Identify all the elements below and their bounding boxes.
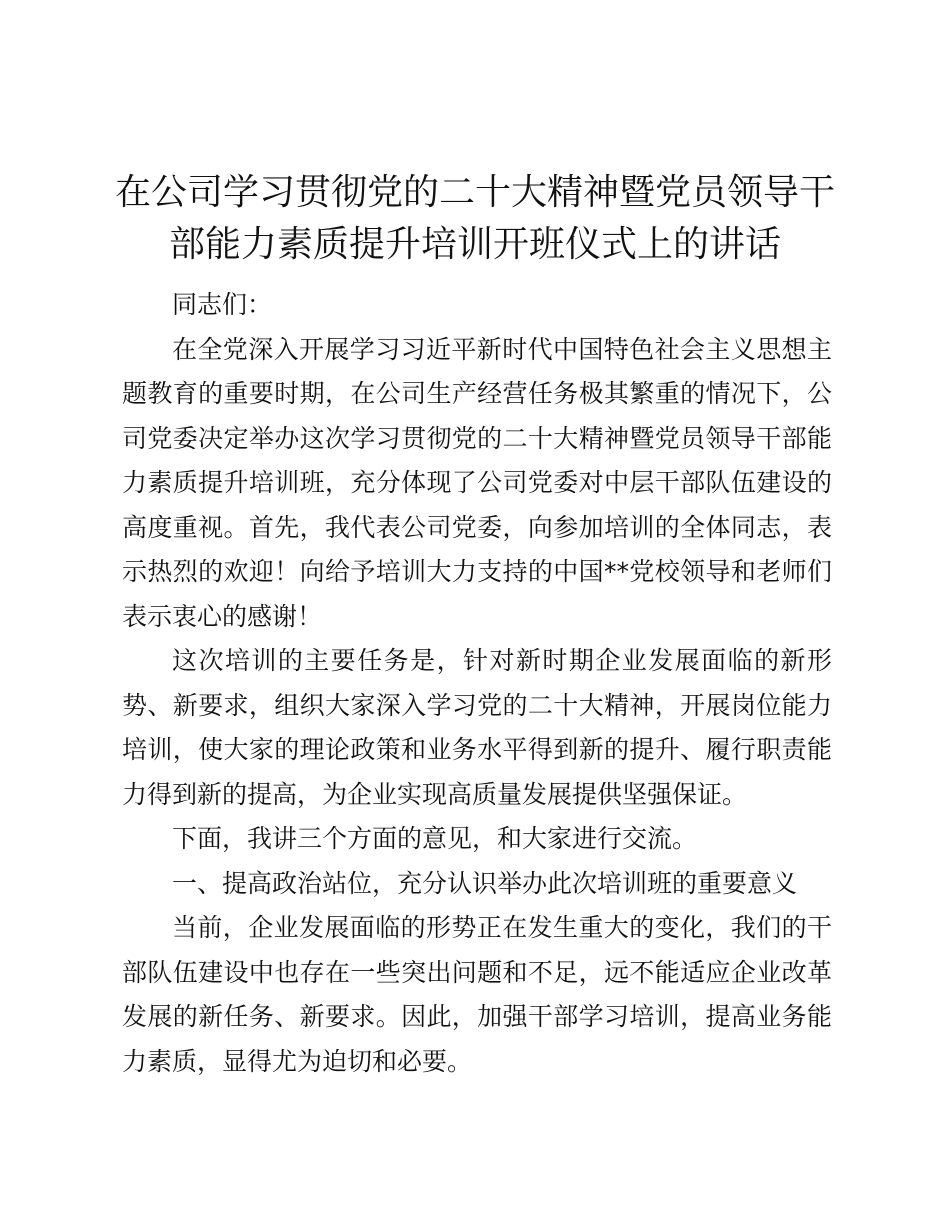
body-paragraph: 在全党深入开展学习习近平新时代中国特色社会主义思想主题教育的重要时期，在公司生产经营任务极其繁重的情况下，公司党委决定举办这次学习贯彻党的二十大精神暨党员领导干部能力素质提升培训班，充分体现了公司党委对中层干部队伍建设的高度重视。首先，我代表公司党委，向参加培训的全体同志，表示热烈的欢迎！向给予培训大力支持的中国**党校领导和老师们表示衷心的感谢！ <box>122 334 832 631</box>
body-paragraph: 这次培训的主要任务是，针对新时期企业发展面临的新形势、新要求，组织大家深入学习党的二十大精神，开展岗位能力培训，使大家的理论政策和业务水平得到新的提升、履行职责能力得到新的提高，为企业实现高质量发展提供坚强保证。 <box>122 646 832 809</box>
body-paragraph: 当前，企业发展面临的形势正在发生重大的变化，我们的干部队伍建设中也存在一些突出问题和不足，远不能适应企业改革发展的新任务、新要求。因此，加强干部学习培训，提高业务能力素质，显得尤为迫切和必要。 <box>122 913 832 1076</box>
salutation-paragraph: 同志们： <box>172 290 273 319</box>
document-title: 在公司学习贯彻党的二十大精神暨党员领导干部能力素质提升培训开班仪式上的讲话 <box>114 172 835 265</box>
section-heading: 一、提高政治站位，充分认识举办此次培训班的重要意义 <box>172 868 798 898</box>
body-paragraph: 下面，我讲三个方面的意见，和大家进行交流。 <box>172 824 698 853</box>
document-body <box>122 283 832 1084</box>
